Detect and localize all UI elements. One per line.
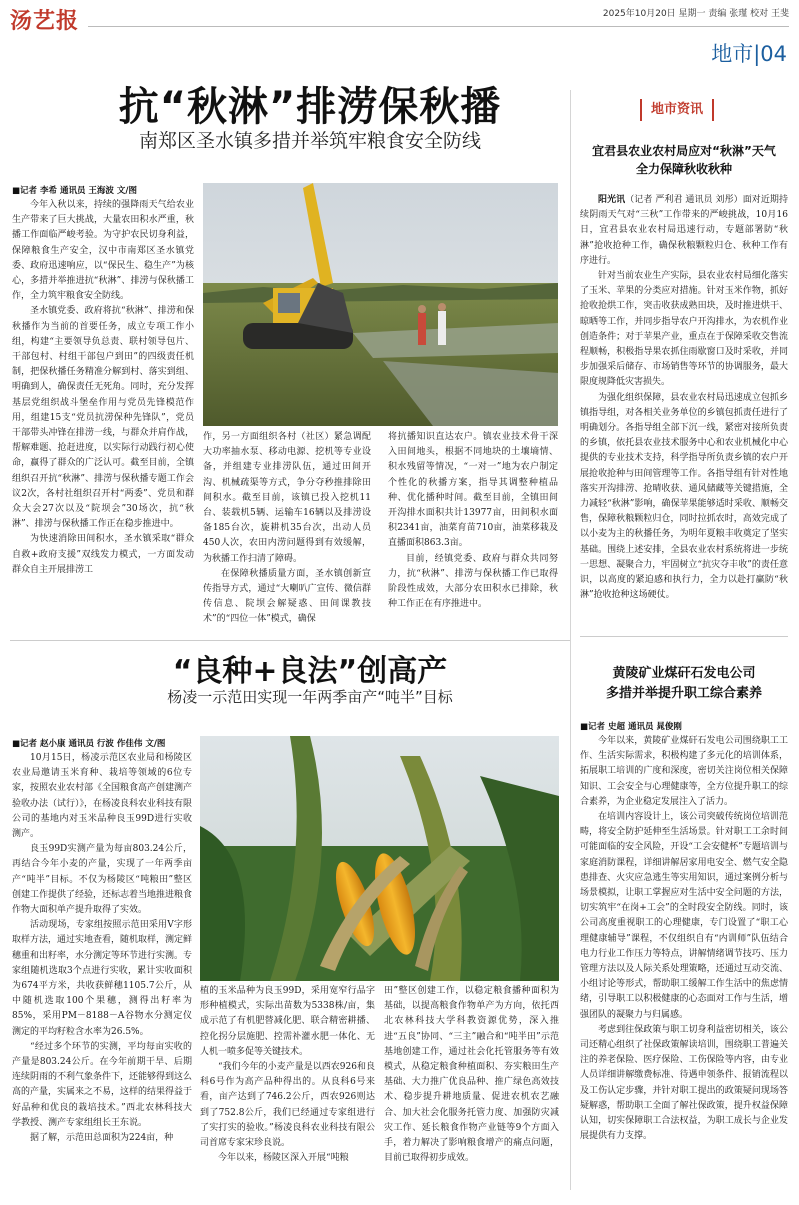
sidebar1-lead	[580, 193, 788, 269]
paragraph: 活动现场，专家组按照示范田采用V字形取样方法，通过实地查看，随机取样，测定鲜穗重和出籽率，水分测定等环节进行实测。专家组随机选取3个点进行实收，累计实收面积为674平方米，共收获鲜穗1105.7公斤，从中随机选取100个果穗，测得出籽率为85%，采用PM－8188－A谷物水分测定仪测定的平均籽粒含水率为26.5%。	[12, 920, 193, 1037]
article2-column-2	[200, 984, 375, 1166]
lead-text: 面对近期持续阴雨天气对“三秋”工作带来的严峻挑战，10月16日，宜君县农业农村局迅速行动，专题部署防“秋淋”抢收抢种工作，确保秋粮颗粒归仓、秋种工作有序进行。	[580, 195, 788, 266]
article1-headline: 抗“秋淋”排涝保秋播	[118, 84, 502, 130]
paragraph: 为快速消除田间积水，圣水镇采取“群众自救+政府支援”双线发力模式，一方面发动群众自主开展排涝工	[12, 534, 194, 575]
article1-column-2	[203, 430, 371, 628]
date-line: 2025年10月20日 星期一 责编 张瑾 校对 王斐	[602, 9, 789, 19]
sidebar1-body	[580, 193, 788, 603]
article2-byline: ■记者 赵小康 通讯员 行波 作佳伟 文/图	[12, 739, 166, 749]
paragraph: 为强化组织保障，县农业农村局迅速成立包抓乡镇指导组，对各相关业务单位的乡镇包抓责任进行了明确划分。各指导组全部下沉一线，紧密对接所负责的乡镇，依托县农业技术服务中心和农业机械化中心提供的专业技术支持，科学指导所负责乡镇的农户开展抢收抢种与田间管理等工作。各指导组有针对性地落实开沟排涝、抢晴收获、通风储藏等关键措施，全力减轻“秋淋”影响，确保苹果能够适时采收、顺畅交售，保障秋粮颗粒归仓，同时拉抓农时，高效完成了以小麦为主的秋播任务，为明年夏粮丰收奠定了坚实基础。围绕上述安排，全县农业农村系统将进一步统一思想、凝聚合力，牢固树立“抗灾夺丰收”的责任意识，以高度的紧迫感和执行力，全力以赴打赢防“秋淋”抢收抢种这场硬仗。	[580, 392, 788, 601]
paragraph: “经过多个环节的实测，平均每亩实收的产量是803.24公斤。在今年前期干旱、后期连续阴雨的不利气象条件下，还能够得到这么高的产量，实属来之不易，这样的结果得益于好品种和优良的栽培技术。”西北农林科技大学教授、测产专家组组长王东说。	[12, 1041, 193, 1128]
lead-name: 阳光讯	[598, 195, 626, 205]
article1-subhead: 南郑区圣水镇多措并举筑牢粮食安全防线	[138, 130, 481, 152]
sidebar1-headline-line2: 全力保障秋收秋种	[635, 162, 732, 176]
article2-column-3	[384, 984, 559, 1166]
paragraph: 目前，经镇党委、政府与群众共同努力，抗“秋淋”、排涝与保秋播工作已取得阶段性成效，大部分农田积水已排除，秋种工作正在有序推进中。	[388, 553, 558, 610]
article1-column-1	[12, 184, 194, 578]
article2-column-1	[12, 737, 192, 1146]
sidebar-rule	[580, 636, 788, 637]
paragraph: 据了解，示范田总面积为224亩，种	[30, 1133, 174, 1144]
section-title: 地市|04	[711, 42, 787, 66]
article2-headline: “良种+良法”创高产	[172, 654, 448, 689]
sidebar1-headline	[580, 142, 788, 178]
masthead-rule	[88, 26, 789, 27]
paragraph: 圣水镇党委、政府将抗“秋淋”、排涝和保秋播作为当前的首要任务，成立专项工作小组，构建“主要领导负总责、联村领导包片、干部包村、村组干部包户到田”的四级责任机制，把保秋播任务精准分解到村、落实到组、明确到人，确保责任无死角。同时，充分发挥基层党组织战斗堡垒作用与党员先锋模范作用，组建15支“党员抗涝保种先锋队”，党员干部带头冲锋在排涝一线，与群众并肩作战，帮解难题、抢赶进度，以实际行动践行初心使命，赢得了群众的广泛认可。截至目前，全镇组织召开抗“秋淋”、排涝与保秋播专题工作会议2次，各村社组织召开村“两委”、党员和群众大会27次以及“院坝会”30场次，抗“秋淋”、排涝与保秋播工作正在稳步推进中。	[12, 306, 194, 530]
sidebar1-headline-line1: 宜君县农业农村局应对“秋淋”天气	[592, 144, 776, 158]
article2-col1-text	[12, 751, 192, 1146]
sidebar2-byline: ■记者 史超 通讯员 晁俊刚	[580, 722, 682, 732]
corn-harvest-photo	[200, 736, 559, 981]
paragraph: 植的玉米品种为良玉99D，采用宽窄行品字形种植模式，实际出苗数为5338株/亩，集成示范了有机肥替减化肥、联合精密耕播、控化拐分层施肥、控需补灌水肥一体化、无人机一喷多促等关键技术。	[200, 986, 375, 1057]
paragraph: 在培训内容设计上，该公司突破传统岗位培训范畴，将安全防护延伸至生活场景。针对职工工余时间可能面临的安全风险，开设“工会安健杯”专题培训与家庭消防课程，详细讲解居家用电安全、燃气安全隐患排查、火灾应急逃生等实用知识，通过案例分析与场景模拟，让职工掌握应对生活中安全问题的方法，切实筑牢“在岗+工会”的全时段安全防线。同时，该公司高度重视职工的心理健康，专门设置了“职工心理健康辅导”课程，不仅组织自有“内训师”队伍结合电力行业工作压力等特点，讲解情绪调节技巧、压力管理方法以及人际关系处理策略，还通过互动交流、小组讨论等形式，帮助职工缓解工作生活中的焦虑情绪，引导职工以积极健康的心态面对工作与生活，增强团队的凝聚力与归属感。	[580, 812, 788, 1020]
paragraph: 良玉99D实测产量为每亩803.24公斤，再结合今年小麦的产量，实现了一年两季亩产“吨半”目标。不仅为杨陵区“吨粮田”整区创建工作提供了经验，还标志着当地推进粮食作物大面积单产提升取得了实效。	[12, 844, 193, 916]
lead-credit: （记者 严利君 通讯员 刘彤）	[625, 195, 743, 205]
article1-column-3	[388, 430, 558, 612]
paragraph: 作，另一方面组织各村（社区）紧急调配大功率抽水泵、移动电源、挖机等专业设备，并组建专业排涝队伍，通过田间开沟、机械疏渠等方式，争分夺秒推排除田间积水。截至目前，该镇已投入挖机11台、装载机5辆、运输车16辆以及排涝设备185台次，旋耕机35台次，出动人员450人次，农田内涝问题得到有效缓解，为秋播工作扫清了障碍。	[203, 432, 371, 564]
paragraph: 今年以来，杨陵区深入开展“吨粮	[218, 1153, 349, 1164]
news-tag: 地市资讯	[640, 99, 714, 121]
article1-byline: ■记者 李希 通讯员 王海波 文/图	[12, 186, 137, 196]
paragraph: 田”整区创建工作，以稳定粮食播种面积为基础，以提高粮食作物单产为方向，依托西北农林科技大学科教资源优势，深入推进“五良”协同、“三主”融合和“吨半田”示范基地创建工作，通过社会化托管服务等有效模式，从稳定粮食种植面积、夯实粮田生产基础、大力推广优良品种、推广绿色高效技术、稳步提升耕地质量、促进农机农艺融合、加大社会化服务托管力度、加强防灾减灾工作、延长粮食作物产业链等9个方面入手，着力解决了影响粮食增产的痛点问题，目前已取得初步成效。	[384, 986, 559, 1164]
section-rule	[10, 640, 570, 641]
sidebar2-text	[580, 734, 788, 1144]
sidebar2-headline	[580, 664, 788, 704]
paragraph: 考虑到往保政策与职工切身利益密切相关，该公司还精心组织了社保政策解读培训，围绕职工普遍关注的养老保险、医疗保险、工伤保险等内容，由专业人员详细讲解缴费标准、待遇申领条件、报销流程以及工伤认定步骤，并针对职工提出的政策疑问现场答疑解惑，帮助职工全面了解社保政策，提升权益保障认知，切实保障职工合法权益，为职工成长与企业发展提供有力支撑。	[580, 1024, 788, 1142]
article2-subhead: 杨凌一示范田实现一年两季亩产“吨半”目标	[167, 688, 453, 706]
paragraph: 今年入秋以来，持续的强降雨天气给农业生产带来了巨大挑战，大量农田积水严重，秋播工作面临严峻考验。为守护农民切身利益，保障粮食生产安全，汉中市南郑区圣水镇党委、政府迅速响应，以“保民生、稳生产”为核心，多措并举推进抗“秋淋”、排涝与保秋播工作，全力筑牢粮食安全防线。	[12, 200, 194, 302]
paragraph: 针对当前农业生产实际，县农业农村局细化落实了玉米、苹果的分类应对措施。针对玉米作物，抓好抢收抢烘工作，突击收获成熟田块，及时推进烘干、晾晒等工作，并同步指导农户开沟排水，为农机作业创造条件；对于苹果产业，重点在于保障采收交售流程顺畅，积极指导果农抓住雨歇窗口及时采收，并同步加强采后储存、市场销售等环节的协调服务，最大限度规降低灾害损失。	[580, 271, 788, 388]
paragraph: 10月15日，杨凌示范区农业局和杨陵区农业局邀请玉米育种、栽培等领域的6位专家，按照农业农村部《全国粮食高产创建测产验收办法（试行）》，在杨凌良科农业科技有限公司的基地内对玉米品种良玉99D进行实收测产。	[12, 753, 193, 840]
sidebar2-headline-line1: 黄陵矿业煤矸石发电公司	[612, 666, 756, 681]
article1-col1-text	[12, 198, 194, 578]
sidebar2-headline-line2: 多措并举提升职工综合素养	[605, 686, 762, 701]
paragraph: 在保障秋播质量方面，圣水镇创新宣传指导方式，通过“大喇叭广宣传、微信群传信息、院坝会解疑惑、田间课教技术”的“四位一体”模式，确保	[203, 568, 371, 625]
column-separator	[570, 90, 571, 1190]
sidebar2-body	[580, 720, 788, 1144]
paragraph: 将抗播知识直达农户。镇农业技术骨干深入田间地头，根据不同地块的土壤墒情、积水残留等情况，“一对一”地为农户制定个性化的秋播方案，指导其调整种植品种、优化播种时间。截至目前，全镇田间开沟排水面积共计13977亩，田间积水面积2341亩，油菜育苗710亩，油菜移栽及直播面积863.3亩。	[388, 432, 558, 549]
newspaper-logo: 汤艺报	[10, 8, 80, 34]
paragraph: 今年以来，黄陵矿业煤矸石发电公司围绕职工工作、生活实际需求，积极构建了多元化的培训体系，拓展职工培训的广度和深度，密切关注岗位相关保障知识、工会安全与心理健康等，全方位提升职工的综合素养，为企业稳定发展注入了活力。	[580, 736, 788, 807]
paragraph: “我们今年的小麦产量是以西农926和良科6号作为高产品种得出的。从良科6号来看，亩产达到了746.2公斤，西农926则达到了752.8公斤，我们已经通过专家组进行了实打实的验收。”杨凌良科农业科技有限公司首席专家宋珍良说。	[200, 1062, 375, 1149]
excavator-field-photo	[203, 183, 558, 426]
